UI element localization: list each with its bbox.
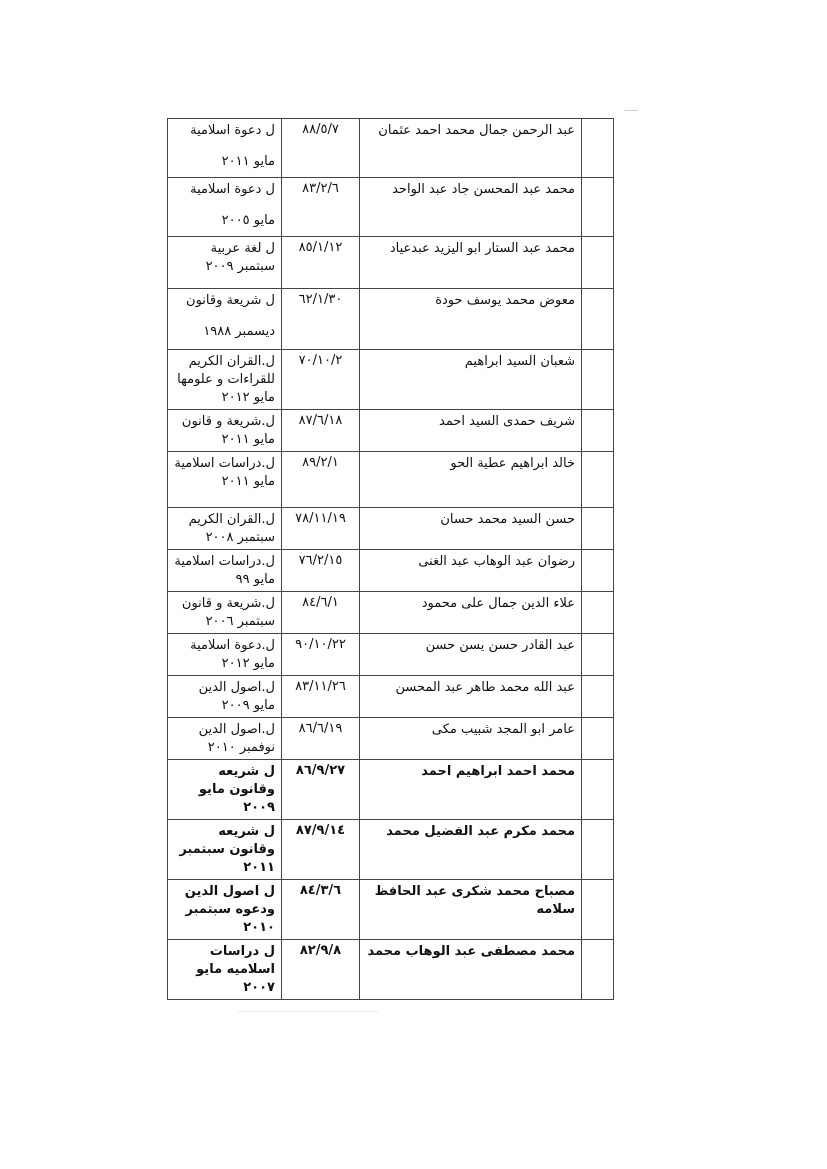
row-number-cell [582,550,614,592]
scan-artifact-line [238,1011,378,1012]
row-number-cell [582,452,614,508]
row-number-cell [582,676,614,718]
row-number-cell [582,718,614,760]
name-cell [360,880,582,940]
row-number-cell [582,178,614,237]
table-row [168,634,614,676]
person-name: عبد الله محمد طاهر عبد المحسن [395,680,575,695]
qualification-line: ل.دراسات اسلامية مايو ٩٩ [174,554,275,587]
birth-date: ٨٦/٩/٢٧ [295,763,346,778]
name-cell [360,676,582,718]
birth-date: ٨٧/٩/١٤ [295,823,346,838]
qualification-cell [168,452,282,508]
date-cell [282,178,360,237]
date-cell [282,940,360,1000]
date-cell [282,289,360,350]
qualification-line: ل.دعوة اسلامية مايو ٢٠١٢ [190,638,275,671]
birth-date: ٧٠/١٠/٢ [298,353,343,368]
row-number-cell [582,508,614,550]
qualification-cell [168,760,282,820]
row-number-cell [582,289,614,350]
person-name: حسن السيد محمد حسان [440,512,575,527]
birth-date: ٨٢/٩/٨ [299,943,342,958]
birth-date: ٧٦/٢/١٥ [298,553,343,568]
person-name: خالد ابراهيم عطية الحو [450,456,575,471]
qualification-cell [168,718,282,760]
qualification-line: ل اصول الدين ودعوه سبتمبر ٢٠١٠ [184,884,275,935]
person-name: شعبان السيد ابراهيم [464,354,575,369]
date-cell [282,760,360,820]
table-row [168,760,614,820]
name-cell [360,634,582,676]
name-cell [360,760,582,820]
row-number-cell [582,350,614,410]
name-cell [360,350,582,410]
row-number-cell [582,760,614,820]
date-cell [282,237,360,289]
qualification-line: مايو ٢٠٠٥ [221,213,275,228]
qualification-cell [168,592,282,634]
qualification-cell [168,410,282,452]
row-number-cell [582,119,614,178]
qualification-cell [168,676,282,718]
table-row [168,592,614,634]
qualification-line: ل دعوة اسلامية [190,123,275,138]
qualification-line: ل.اصول الدين مايو ٢٠٠٩ [198,680,275,713]
qualification-line: مايو ٢٠١١ [221,154,275,169]
qualification-line: ل شريعه وقانون سبتمبر ٢٠١١ [179,824,275,875]
row-number-cell [582,820,614,880]
date-cell [282,410,360,452]
qualification-line: ل.دراسات اسلامية مايو ٢٠١١ [174,456,275,489]
person-name: محمد مصطفى عبد الوهاب محمد [367,944,575,959]
table-row [168,508,614,550]
row-number-cell [582,940,614,1000]
date-cell [282,550,360,592]
person-name: عبد القادر حسن يسن حسن [425,638,575,653]
person-name: شريف حمدى السيد احمد [439,414,575,429]
birth-date: ٨٨/٥/٧ [302,122,339,137]
date-cell [282,880,360,940]
name-cell [360,452,582,508]
person-name: علاء الدين جمال على محمود [421,596,575,611]
table-row [168,119,614,178]
qualification-cell [168,178,282,237]
qualification-line: ل شريعه وقانون مايو ٢٠٠٩ [198,764,275,815]
date-cell [282,676,360,718]
person-name: محمد عبد الستار ابو اليزيد عبدعياد [389,241,575,256]
qualification-cell [168,508,282,550]
person-name: محمد احمد ابراهيم احمد [421,764,575,779]
person-name: عبد الرحمن جمال محمد احمد عثمان [378,123,575,138]
date-cell [282,634,360,676]
name-cell [360,119,582,178]
birth-date: ٨٩/٢/١ [302,455,339,470]
name-cell [360,592,582,634]
birth-date: ٨٣/١١/٢٦ [295,679,346,694]
birth-date: ٨٤/٦/١ [302,595,339,610]
scan-artifact-line [624,110,638,111]
name-cell [360,718,582,760]
date-cell [282,452,360,508]
birth-date: ٨٤/٣/٦ [299,883,342,898]
name-cell [360,940,582,1000]
table-row [168,550,614,592]
qualification-line: ل دراسات اسلاميه مايو ٢٠٠٧ [196,944,275,995]
row-number-cell [582,880,614,940]
table-row [168,940,614,1000]
person-name: محمد عبد المحسن جاد عبد الواحد [392,182,575,197]
birth-date: ٩٠/١٠/٢٢ [295,637,346,652]
birth-date: ٨٣/٢/٦ [302,181,339,196]
qualification-line: ل.شريعة و قانون سبتمبر ٢٠٠٦ [181,596,275,629]
person-name: رضوان عبد الوهاب عبد الغنى [418,554,575,569]
records-table [167,118,614,1000]
table-row [168,410,614,452]
qualification-cell [168,880,282,940]
date-cell [282,592,360,634]
name-cell [360,289,582,350]
qualification-cell [168,237,282,289]
qualification-line: ل شريعة وقانون [186,293,275,308]
qualification-cell [168,119,282,178]
qualification-cell [168,550,282,592]
table-row [168,178,614,237]
qualification-line: ل لغة عربية سبتمبر ٢٠٠٩ [205,241,275,274]
table-row [168,820,614,880]
qualification-line: ل.اصول الدين نوفمبر ٢٠١٠ [198,722,275,755]
birth-date: ٨٧/٦/١٨ [298,413,343,428]
name-cell [360,820,582,880]
date-cell [282,350,360,410]
qualification-cell [168,350,282,410]
name-cell [360,550,582,592]
qualification-line: ل دعوة اسلامية [190,182,275,197]
table-row [168,452,614,508]
name-cell [360,508,582,550]
name-cell [360,178,582,237]
row-number-cell [582,410,614,452]
row-number-cell [582,634,614,676]
row-number-cell [582,237,614,289]
name-cell [360,410,582,452]
row-number-cell [582,592,614,634]
table-row [168,676,614,718]
name-cell [360,237,582,289]
qualification-line: ل.القران الكريم سبتمبر ٢٠٠٨ [188,512,275,545]
person-name: مصباح محمد شكرى عبد الحافظ سلامه [374,884,575,917]
table-row [168,718,614,760]
date-cell [282,820,360,880]
qualification-line: ل.شريعة و قانون مايو ٢٠١١ [181,414,275,447]
qualification-cell [168,289,282,350]
person-name: عامر ابو المجد شبيب مكى [431,722,575,737]
birth-date: ٨٥/١/١٢ [298,240,343,255]
table-row [168,237,614,289]
qualification-line: ل.القران الكريم للقراءات و علومها مايو ٢٠١٢ [177,354,275,405]
qualification-cell [168,940,282,1000]
qualification-cell [168,634,282,676]
date-cell [282,508,360,550]
table-row [168,350,614,410]
qualification-cell [168,820,282,880]
date-cell [282,119,360,178]
birth-date: ٧٨/١١/١٩ [295,511,346,526]
person-name: معوض محمد يوسف حودة [435,293,575,308]
birth-date: ٨٦/٦/١٩ [298,721,343,736]
qualification-line: ديسمبر ١٩٨٨ [203,324,275,339]
table-row [168,289,614,350]
person-name: محمد مكرم عبد الفضيل محمد [386,824,575,839]
date-cell [282,718,360,760]
table-row [168,880,614,940]
birth-date: ٦٢/١/٣٠ [298,292,343,307]
